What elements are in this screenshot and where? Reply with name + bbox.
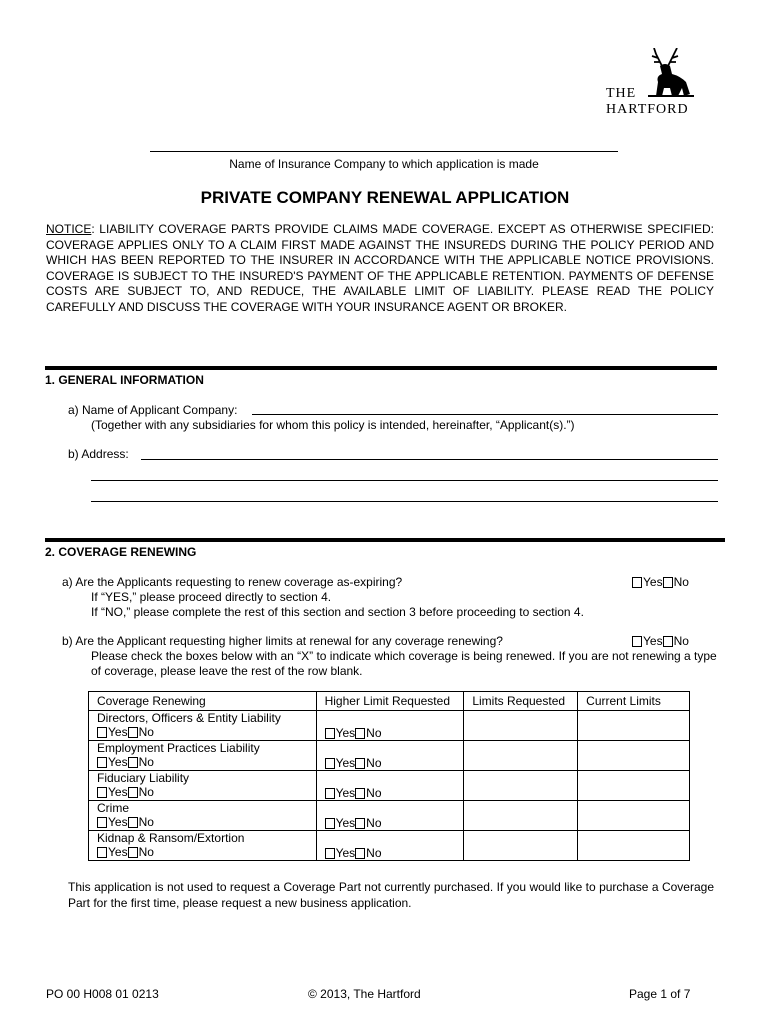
insurance-company-caption: Name of Insurance Company to which application is made [229,157,539,171]
higher-limits-no-checkbox[interactable] [663,636,673,647]
coverage-cell: Fiduciary Liability Yes No [89,771,317,801]
column-header: Limits Requested [464,692,578,711]
higher-limits-note: Please check the boxes below with an “X” to indicate which coverage is being renewed. If you are not renewing a type of coverage, please leave the rest of the row blank. [91,649,717,678]
coverage-cell: Directors, Officers & Entity Liability Yes No [89,711,317,741]
table-row [89,771,690,801]
higher-limit-no-checkbox[interactable] [355,758,365,769]
renew-yes-checkbox[interactable] [97,787,107,798]
applicant-name-label: a) Name of Applicant Company: [68,403,238,417]
current-limits-cell[interactable] [578,741,690,771]
higher-limit-yes-checkbox[interactable] [325,728,335,739]
coverage-cell: Employment Practices Liability Yes No [89,741,317,771]
logo-wordmark: THE HARTFORD [606,86,689,117]
higher-limit-yes-checkbox[interactable] [325,758,335,769]
address-field-line-1[interactable] [141,447,718,460]
current-limits-cell[interactable] [578,801,690,831]
coverage-name: Employment Practices Liability [97,741,260,755]
renew-yes-note: If “YES,” please proceed directly to section 4. [91,590,332,604]
higher-limits-options: Yes No [632,634,689,649]
renew-no-checkbox[interactable] [128,817,138,828]
higher-limit-cell: Yes No [316,801,464,831]
section-2-rule [45,538,725,542]
renew-yes-checkbox[interactable] [97,757,107,768]
notice-paragraph [46,222,714,315]
higher-limit-yes-checkbox[interactable] [325,848,335,859]
higher-limits-question: b) Are the Applicant requesting higher limits at renewal for any coverage renewing? [62,634,503,648]
form-number: PO 00 H008 01 0213 [46,987,159,1001]
applicant-name-note: (Together with any subsidiaries for whom this policy is intended, hereinafter, “Applicant(s).”) [91,418,575,432]
applicant-name-field[interactable] [252,402,718,415]
coverage-table [88,691,690,861]
column-header: Coverage Renewing [89,692,317,711]
higher-limit-no-checkbox[interactable] [355,728,365,739]
table-row [89,831,690,861]
renew-yes-checkbox[interactable] [97,847,107,858]
renew-no-note: If “NO,” please complete the rest of this section and section 3 before proceeding to section 4. [91,605,584,619]
hartford-logo [590,48,700,124]
section-1-rule [45,366,717,370]
higher-limit-cell: Yes No [316,741,464,771]
insurance-company-line[interactable] [150,151,618,152]
section-2-heading: 2. COVERAGE RENEWING [45,545,197,559]
current-limits-cell[interactable] [578,711,690,741]
copyright: © 2013, The Hartford [308,987,421,1001]
limits-requested-cell[interactable] [464,711,578,741]
renew-as-expiring-yes-checkbox[interactable] [632,577,642,588]
higher-limits-yes-checkbox[interactable] [632,636,642,647]
coverage-cell: Kidnap & Ransom/Extortion Yes No [89,831,317,861]
renew-as-expiring-options: Yes No [632,575,689,590]
renew-no-checkbox[interactable] [128,787,138,798]
current-limits-cell[interactable] [578,831,690,861]
limits-requested-cell[interactable] [464,831,578,861]
table-row [89,801,690,831]
table-row [89,711,690,741]
higher-limit-yes-checkbox[interactable] [325,818,335,829]
higher-limit-cell: Yes No [316,711,464,741]
renew-as-expiring-question: a) Are the Applicants requesting to renew coverage as-expiring? [62,575,403,589]
notice-text: : LIABILITY COVERAGE PARTS PROVIDE CLAIMS MADE COVERAGE. EXCEPT AS OTHERWISE SPECIFIED: COVERAGE APPLIES ONLY TO A CLAIM FIRST MADE AGAINST THE INSUREDS DURING THE POLICY PERIOD AND WHICH HAS BEEN REPORTED TO THE INSURER IN ACCORDANCE WITH THE APPLICABLE NOTICE PROVISIONS. COVERAGE IS SUBJECT TO THE INSURED'S PAYMENT OF THE APPLICABLE RETENTION. PAYMENTS OF DEFENSE COSTS ARE SUBJECT TO, AND REDUCE, THE AVAILABLE LIMIT OF LIABILITY. PLEASE READ THE POLICY CAREFULLY AND DISCUSS THE COVERAGE WITH YOUR INSURANCE AGENT OR BROKER. [46,222,714,314]
coverage-cell: Crime Yes No [89,801,317,831]
column-header: Current Limits [578,692,690,711]
coverage-name: Crime [97,801,129,815]
notice-label: NOTICE [46,222,92,236]
current-limits-cell[interactable] [578,771,690,801]
higher-limit-no-checkbox[interactable] [355,818,365,829]
higher-limit-cell: Yes No [316,831,464,861]
table-row [89,741,690,771]
renew-no-checkbox[interactable] [128,757,138,768]
renew-as-expiring-no-checkbox[interactable] [663,577,673,588]
page-number: Page 1 of 7 [629,987,691,1001]
higher-limit-yes-checkbox[interactable] [325,788,335,799]
higher-limit-no-checkbox[interactable] [355,788,365,799]
address-field-line-2[interactable] [91,470,718,481]
renew-no-checkbox[interactable] [128,847,138,858]
table-header-row [89,692,690,711]
renew-no-checkbox[interactable] [128,727,138,738]
limits-requested-cell[interactable] [464,771,578,801]
section-1-heading: 1. GENERAL INFORMATION [45,373,204,387]
higher-limit-cell: Yes No [316,771,464,801]
higher-limit-no-checkbox[interactable] [355,848,365,859]
address-field-line-3[interactable] [91,491,718,502]
coverage-name: Directors, Officers & Entity Liability [97,711,281,725]
limits-requested-cell[interactable] [464,801,578,831]
renew-yes-checkbox[interactable] [97,817,107,828]
address-label: b) Address: [68,447,129,461]
closing-note: This application is not used to request a Coverage Part not currently purchased. If you would like to purchase a Coverage Part for the first time, please request a new business application. [68,880,714,910]
coverage-name: Kidnap & Ransom/Extortion [97,831,245,845]
column-header: Higher Limit Requested [316,692,464,711]
coverage-name: Fiduciary Liability [97,771,190,785]
page-title: PRIVATE COMPANY RENEWAL APPLICATION [200,188,570,207]
renew-yes-checkbox[interactable] [97,727,107,738]
limits-requested-cell[interactable] [464,741,578,771]
